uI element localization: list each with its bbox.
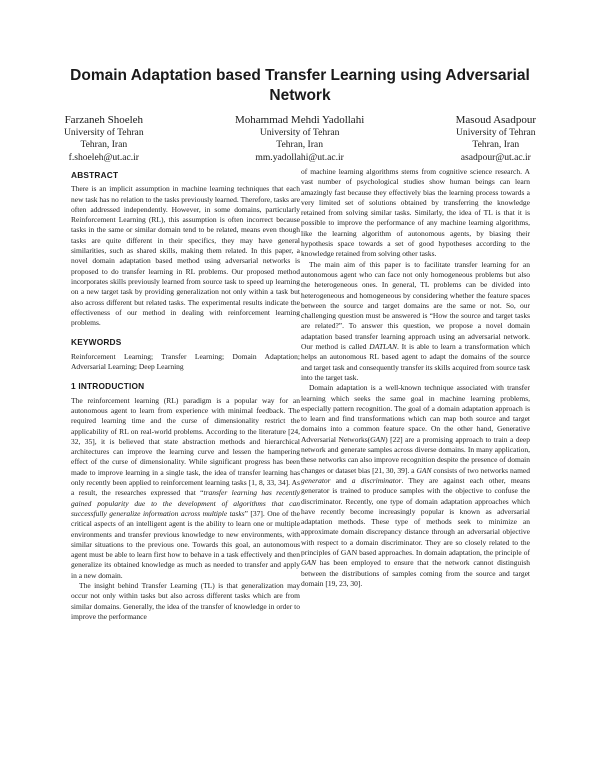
gan-term: GAN [370, 434, 386, 444]
left-column [71, 170, 300, 622]
author-2 [235, 113, 364, 164]
gan-term: GAN [301, 558, 316, 568]
right-column [301, 167, 530, 589]
author-email: mm.yadollahi@ut.ac.ir [255, 151, 344, 163]
abstract-heading: ABSTRACT [71, 170, 119, 180]
intro-paragraph-2: The insight behind Transfer Learning (TL) is that generalization may occur not only within tasks but also across different tasks which are from similar domains. Generally, the idea of the transfer of knowledge in order to improve the performance [71, 580, 300, 621]
author-location: Tehran, Iran [276, 139, 323, 151]
gan-term: GAN [416, 465, 432, 475]
body-paragraph-2: The main aim of this paper is to facilitate transfer learning for an autonomous agent who can face not only homogeneous problems but also the heterogeneous ones. In general, TL problems can be divided into heterogeneous and homogeneous by considering whether the feature spaces between the source and target domains are the same or not. So, our challenging question must be answered is “How the source and target tasks are related?”. To answer this question, we propose a novel domain adaptation based transfer learning approach using an adversarial network. Our method is called DATLAN. It is able to learn a transformation which helps an autonomous RL based agent to adapt the domains of the source and target task and consequently transfer its skills acquired from source task into the target task. [301, 259, 530, 382]
introduction-heading: 1 INTRODUCTION [71, 381, 145, 392]
keywords-heading: KEYWORDS [71, 337, 122, 348]
intro-paragraph-1: The reinforcement learning (RL) paradigm is a popular way for an autonomous agent to learn from experience with minimal feedback. The required learning time and the curse of dimensionality restrict the applicability of RL on real-world problems. According to the literature [24, 32, 35], it is believed that state abstraction methods and hierarchical architectures can improve the learning curve and lessen the hampering effect of the curse of dimensionality. While significant progress has been made to improve learning in a single task, the idea of transfer learning has only recently been applied to reinforcement learning tasks [1, 8, 33, 34]. As a result, the researches expressed that “transfer learning has recently gained popularity due to the development of algorithms that can successfully generalize information across multiple tasks” [37]. One of the critical aspects of an intelligent agent is the ability to learn one or multiple environments and transfer previous knowledge to new environments, with similar situations to the previous one. Towards this goal, an autonomous agent must be able to learn first how to behave in a task effectively and then generalize its obtained knowledge as much as needed to transfer and apply in a new domain. [71, 395, 301, 580]
body-paragraph-3: Domain adaptation is a well-known technique associated with transfer learning which seeks the same goal in machine learning problems, especially pattern recognition. The goal of a domain adaptation approach is to learn and find transformations which can map both source and target domains into a common feature space. On the other hand, Generative Adversarial Networks(GAN) [22] are a promising approach to train a deep network and generate samples across diverse domains. In many application, these networks can also improve recognition despite the presence of domain changes or dataset bias [21, 30, 39]. a GAN consists of two networks named generator and a discriminator. They are against each other, means generator is trained to produce samples with the objective to confuse the discriminator. Recently, one type of domain adaptation approaches which have recently become increasingly popular is known as adversarial adaptation methods. These type of methods seek to minimize an approximate domain discrepancy distance through an adversarial objective with respect to a domain discriminator. They are so closely related to the principles of GAN based approaches. In domain adaptation, the principle of GAN has been employed to ensure that the network cannot distinguish between the distributions of samples coming from the source and target domain [19, 23, 30]. [301, 383, 530, 588]
author-affiliation: University of Tehran [455, 127, 536, 138]
author-1 [64, 113, 144, 164]
author-affiliation: University of Tehran [259, 127, 340, 138]
keywords-text: Reinforcement Learning; Transfer Learning; Domain Adaptation; Adversarial Learning; Deep Learning [71, 351, 300, 372]
generator-term: generator [301, 475, 331, 485]
author-name: Masoud Asadpour [455, 114, 536, 126]
author-email: asadpour@ut.ac.ir [460, 151, 531, 163]
method-name: DATLAN [369, 342, 397, 352]
paper-title: Domain Adaptation based Transfer Learning using Adversarial Network [70, 67, 530, 104]
abstract-text: There is an implicit assumption in machine learning techniques that each new task has no relation to the tasks previously learned. Therefore, tasks are often addressed independently. However, in some domains, particularly Reinforcement Learning (RL), this assumption is often incorrect because tasks in the same or similar domain tend to be related, means even though tasks are quite different in their specifics, they may have general similarities, such as shared skills, making them related. In this paper, a novel domain adaptation based method using adversarial networks is proposed to do transfer learning in RL problems. Our proposed method incorporates skills previously learned from source task to speed up learning on a new target task by providing generalization not only within a task but also across different but related tasks. The experimental results indicate the effectiveness of our method in dealing with reinforcement learning problems. [71, 184, 300, 328]
author-affiliation: University of Tehran [64, 127, 144, 138]
body-paragraph-1: of machine learning algorithms stems from cognitive science research. A vast number of psychological studies show human beings can learn amazingly fast because they effectively bias the learning process towards a very limited set of solutions obtained by transferring the knowledge retained from solving similar tasks. Similarly, the idea of TL is that it is possible to improve the performance of any machine learning algorithms, like the learning algorithm of autonomous agents, by biasing their hypothesis space towards a set of good hypotheses according to the knowledge retained from solving other tasks. [301, 167, 530, 259]
author-name: Farzaneh Shoeleh [64, 114, 144, 126]
intro-quote: transfer learning has recently gained popularity due to the development of algorithms that can successfully generalize information across multiple tasks [71, 488, 301, 518]
author-3 [456, 113, 536, 164]
author-location: Tehran, Iran [472, 139, 520, 151]
discriminator-term: a discriminator [351, 475, 402, 485]
author-name: Mohammad Mehdi Yadollahi [235, 114, 365, 126]
author-block [64, 113, 536, 164]
author-email: f.shoeleh@ut.ac.ir [68, 151, 139, 163]
author-location: Tehran, Iran [80, 139, 128, 151]
